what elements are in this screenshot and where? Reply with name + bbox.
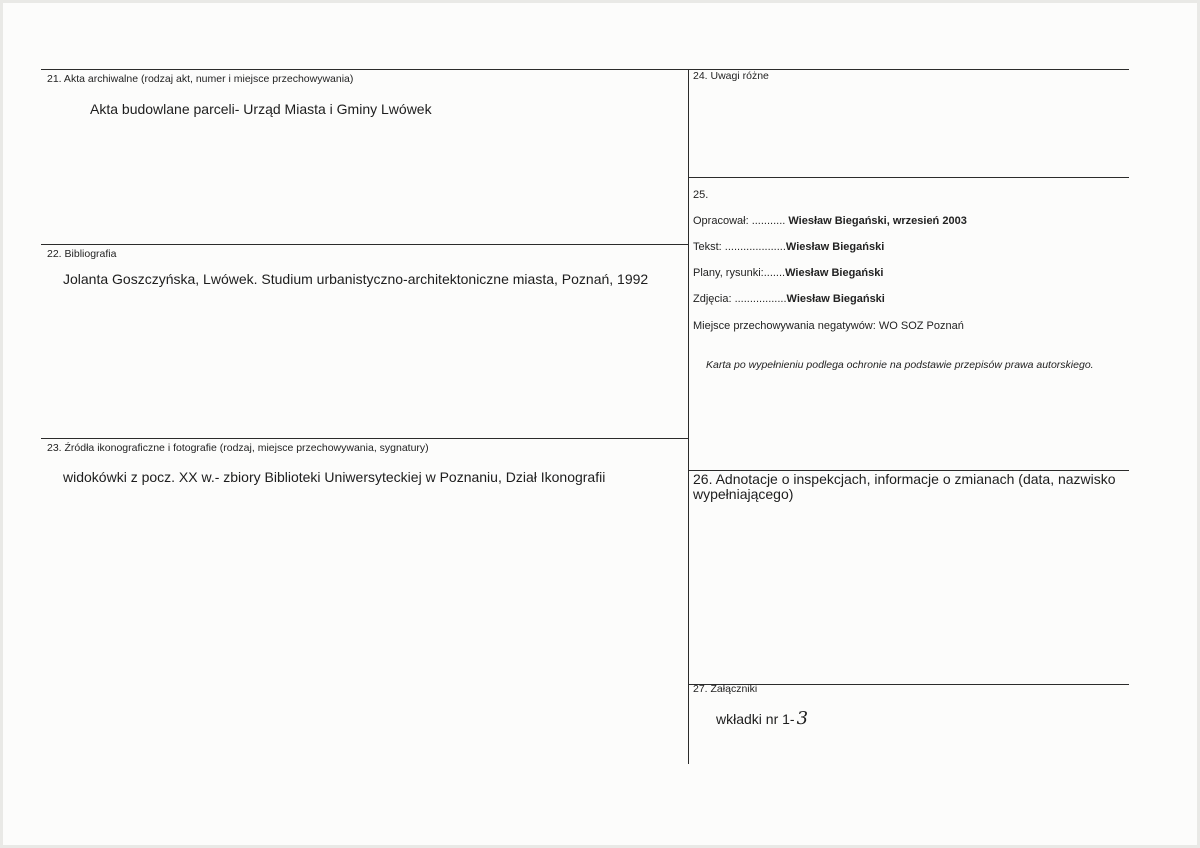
tekst-row bbox=[693, 241, 884, 253]
section-25-label: 25. bbox=[693, 189, 709, 201]
section-21-text: Akta budowlane parceli- Urząd Miasta i Gminy Lwówek bbox=[90, 101, 432, 117]
opracowal-row bbox=[693, 215, 967, 227]
handwritten-number: 3 bbox=[796, 708, 809, 729]
section-23-text: widokówki z pocz. XX w.- zbiory Biblioteki Uniwersyteckiej w Poznaniu, Dział Ikonografii bbox=[63, 469, 606, 485]
section-23-label: 23. Źródła ikonograficzne i fotografie (rodzaj, miejsce przechowywania, sygnatury) bbox=[47, 442, 429, 454]
tekst-label: Tekst: .................... bbox=[693, 241, 786, 253]
opracowal-label: Opracował: ........... bbox=[693, 215, 786, 227]
negatywy-text: Miejsce przechowywania negatywów: WO SOZ Poznań bbox=[693, 320, 964, 332]
section-21-label: 21. Akta archiwalne (rodzaj akt, numer i miejsce przechowywania) bbox=[47, 73, 354, 85]
divider-vertical bbox=[688, 69, 689, 764]
copyright-note: Karta po wypełnieniu podlega ochronie na podstawie przepisów prawa autorskiego. bbox=[706, 359, 1094, 371]
opracowal-value: Wiesław Biegański, wrzesień 2003 bbox=[788, 215, 967, 227]
divider-25 bbox=[689, 177, 1129, 178]
section-27-text bbox=[716, 708, 808, 729]
divider-top-left bbox=[41, 69, 689, 70]
section-24-label: 24. Uwagi różne bbox=[693, 70, 769, 82]
zdjecia-row bbox=[693, 293, 885, 305]
attachments-text: wkładki nr 1- bbox=[716, 711, 795, 727]
section-26-label: 26. Adnotacje o inspekcjach, informacje o zmianach (data, nazwisko wypełniającego) bbox=[693, 471, 1116, 502]
plany-value: Wiesław Biegański bbox=[785, 267, 884, 279]
divider-22 bbox=[41, 244, 689, 245]
section-22-label: 22. Bibliografia bbox=[47, 248, 117, 260]
section-22-text: Jolanta Goszczyńska, Lwówek. Studium urbanistyczno-architektoniczne miasta, Poznań, 1992 bbox=[63, 271, 649, 287]
tekst-value: Wiesław Biegański bbox=[785, 241, 885, 253]
zdjecia-label: Zdjęcia: ................. bbox=[693, 293, 787, 305]
zdjecia-value: Wiesław Biegański bbox=[786, 293, 885, 305]
divider-23 bbox=[41, 438, 689, 439]
section-27-label: 27. Załączniki bbox=[693, 683, 758, 695]
plany-row bbox=[693, 267, 883, 279]
plany-label: Plany, rysunki:....... bbox=[693, 267, 786, 279]
